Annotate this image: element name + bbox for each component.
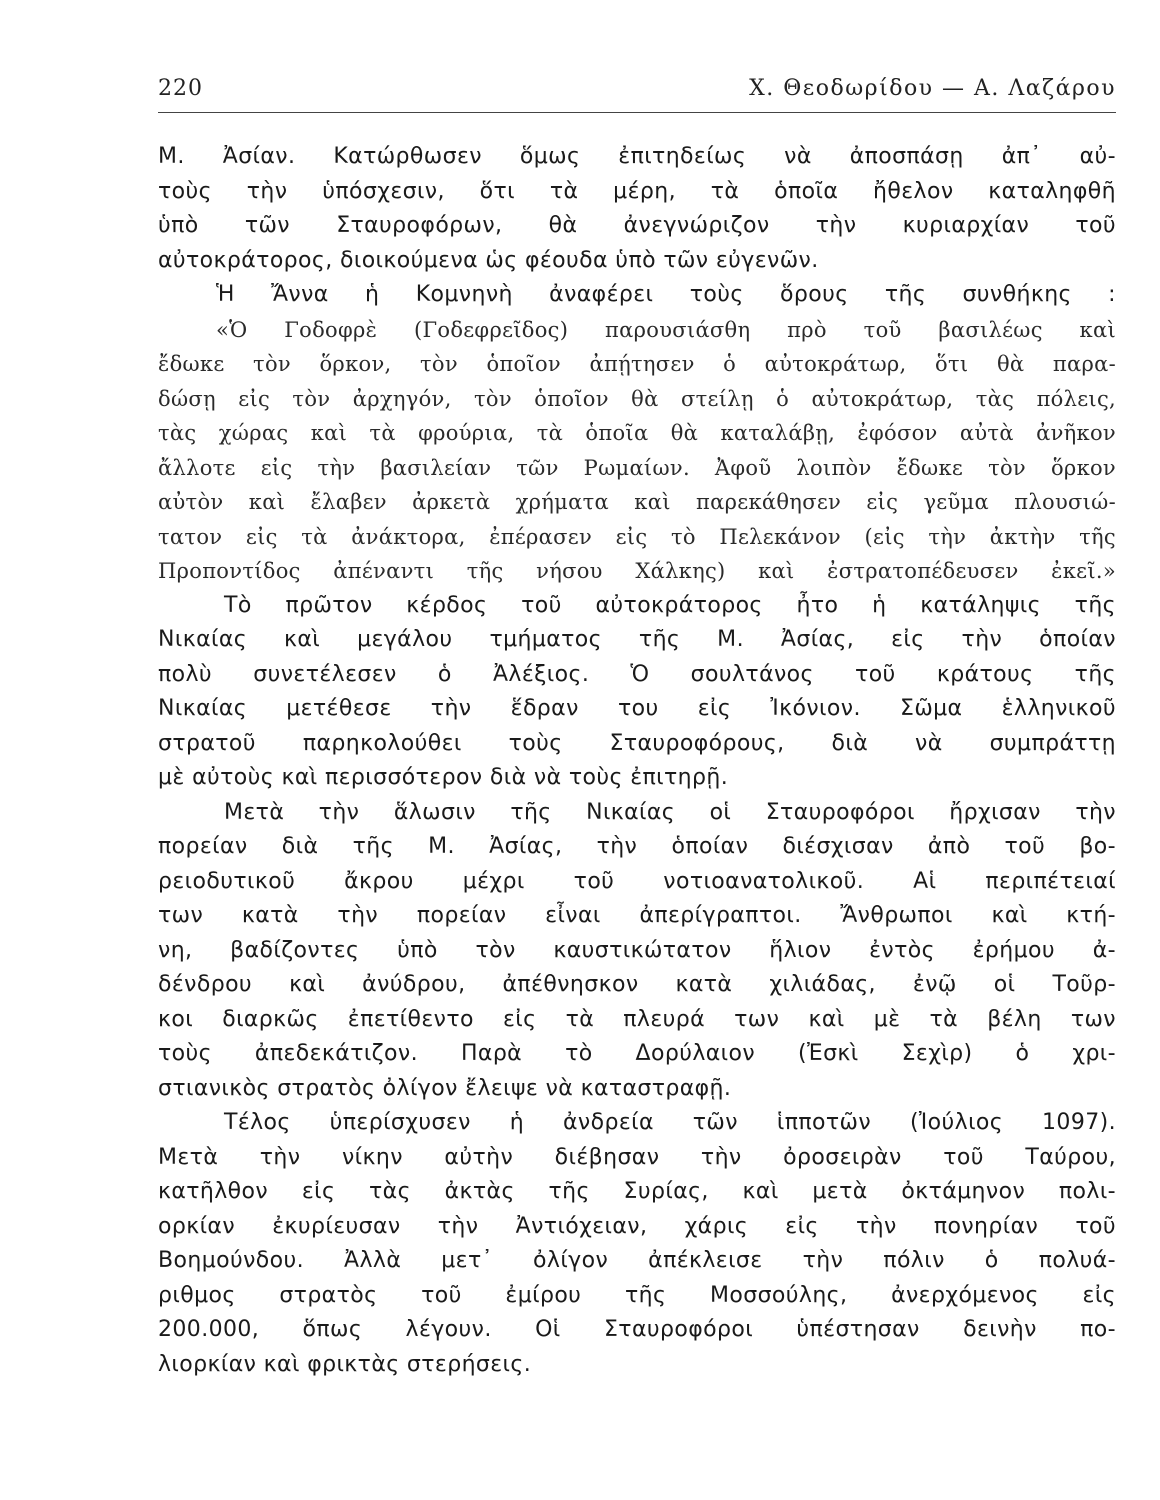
text-line: ριθμος στρατὸς τοῦ ἐμίρου τῆς Μοσσούλης, ἀνερχόμενος εἰς — [158, 1282, 1116, 1308]
text-line: τοὺς ἀπεδεκάτιζον. Παρὰ τὸ Δορύλαιον (Ἐσκὶ Σεχὶρ) ὁ χρι- — [158, 1041, 1116, 1066]
text-line: κοι διαρκῶς ἐπετίθεντο εἰς τὰ πλευρά των καὶ μὲ τὰ βέλη των — [158, 1006, 1116, 1032]
header-rule — [158, 112, 1116, 113]
text-line: των κατὰ τὴν πορείαν εἶναι ἀπερίγραπτοι. Ἄνθρωποι καὶ κτή- — [158, 903, 1116, 928]
text-line: μὲ αὐτοὺς καὶ περισσότερον διὰ νὰ τοὺς ἐπιτηρῇ. — [158, 765, 729, 790]
text-line: Μ. Ἀσίαν. Κατώρθωσεν ὅμως ἐπιτηδείως νὰ ἀποσπάσῃ ἀπ᾿ αὐ- — [158, 144, 1116, 169]
quote-line: αὐτὸν καὶ ἔλαβεν ἀρκετὰ χρήματα καὶ παρεκάθησεν εἰς γεῦμα πλουσιώ- — [158, 490, 1116, 514]
text-line: στρατοῦ παρηκολούθει τοὺς Σταυροφόρους, διὰ νὰ συμπράττῃ — [158, 730, 1116, 756]
text-line: Βοημούνδου. Ἀλλὰ μετ᾿ ὀλίγον ἀπέκλεισε τὴν πόλιν ὁ πολυά- — [158, 1248, 1116, 1273]
text-line: πορείαν διὰ τῆς Μ. Ἀσίας, τὴν ὁποίαν διέσχισαν ἀπὸ τοῦ βο- — [158, 834, 1116, 859]
header-authors: Χ. Θεοδωρίδου — Α. Λαζάρου — [749, 76, 1116, 101]
text-line: Νικαίας μετέθεσε τὴν ἕδραν του εἰς Ἰκόνιον. Σῶμα ἑλληνικοῦ — [158, 696, 1116, 721]
page-number: 220 — [158, 76, 203, 101]
text-line: πολὺ συνετέλεσεν ὁ Ἀλέξιος. Ὁ σουλτάνος τοῦ κράτους τῆς — [158, 661, 1116, 687]
text-line: Ἡ Ἄννα ἡ Κομνηνὴ ἀναφέρει τοὺς ὅρους τῆς συνθήκης : — [216, 282, 1116, 307]
text-line: αὐτοκράτορος, διοικούμενα ὡς φέουδα ὑπὸ τῶν εὐγενῶν. — [158, 247, 819, 273]
text-line: Νικαίας καὶ μεγάλου τμήματος τῆς Μ. Ἀσίας, εἰς τὴν ὁποίαν — [158, 627, 1116, 652]
text-line: ὑπὸ τῶν Σταυροφόρων, θὰ ἀνεγνώριζον τὴν κυριαρχίαν τοῦ — [158, 213, 1116, 238]
text-line: Μετὰ τὴν νίκην αὐτὴν διέβησαν τὴν ὀροσειρὰν τοῦ Ταύρου, — [158, 1144, 1116, 1170]
quote-line: Προποντίδος ἀπέναντι τῆς νήσου Χάλκης) καὶ ἐστρατοπέδευσεν ἐκεῖ.» — [158, 559, 1116, 583]
text-line: Τέλος ὑπερίσχυσεν ἡ ἀνδρεία τῶν ἱπποτῶν (Ἰούλιος 1097). — [224, 1110, 1116, 1135]
text-line: νη, βαδίζοντες ὑπὸ τὸν καυστικώτατον ἥλιον ἐντὸς ἐρήμου ἀ- — [158, 937, 1116, 963]
text-line: δένδρου καὶ ἀνύδρου, ἀπέθνησκον κατὰ χιλιάδας, ἐνῷ οἱ Τοῦρ- — [158, 972, 1116, 997]
quote-line: τὰς χώρας καὶ τὰ φρούρια, τὰ ὁποῖα θὰ καταλάβῃ, ἐφόσον αὐτὰ ἀνῆκον — [158, 421, 1116, 445]
quote-line: ἔδωκε τὸν ὅρκον, τὸν ὁποῖον ἀπῄτησεν ὁ αὐτοκράτωρ, ὅτι θὰ παρα- — [158, 352, 1116, 376]
quote-line: «Ὁ Γοδοφρὲ (Γοδεφρεῖδος) παρουσιάσθη πρὸ τοῦ βασιλέως καὶ — [216, 317, 1116, 342]
text-line: Τὸ πρῶτον κέρδος τοῦ αὐτοκράτορος ἦτο ἡ κατάληψις τῆς — [224, 592, 1116, 618]
quote-line: τατον εἰς τὰ ἀνάκτορα, ἐπέρασεν εἰς τὸ Πελεκάνον (εἰς τὴν ἀκτὴν τῆς — [158, 524, 1116, 549]
body-text — [158, 140, 1116, 1382]
text-line: τοὺς τὴν ὑπόσχεσιν, ὅτι τὰ μέρη, τὰ ὁποῖα ἤθελον καταληφθῆ — [158, 178, 1116, 204]
text-line: λιορκίαν καὶ φρικτὰς στερήσεις. — [158, 1351, 532, 1377]
text-line: ρειοδυτικοῦ ἄκρου μέχρι τοῦ νοτιοανατολικοῦ. Αἱ περιπέτειαί — [158, 868, 1116, 894]
running-header — [158, 70, 1116, 114]
text-line: στιανικὸς στρατὸς ὀλίγον ἔλειψε νὰ καταστραφῇ. — [158, 1075, 732, 1101]
text-line: κατῆλθον εἰς τὰς ἀκτὰς τῆς Συρίας, καὶ μετὰ ὀκτάμηνον πολι- — [158, 1179, 1116, 1204]
text-line: ορκίαν ἐκυρίευσαν τὴν Ἀντιόχειαν, χάρις εἰς τὴν πονηρίαν τοῦ — [158, 1213, 1116, 1239]
quote-line: δώσῃ εἰς τὸν ἀρχηγόν, τὸν ὁποῖον θὰ στείλῃ ὁ αὐτοκράτωρ, τὰς πόλεις, — [158, 386, 1116, 411]
quote-line: ἄλλοτε εἰς τὴν βασιλείαν τῶν Ρωμαίων. Ἀφοῦ λοιπὸν ἔδωκε τὸν ὅρκον — [158, 455, 1116, 480]
text-line: 200.000, ὅπως λέγουν. Οἱ Σταυροφόροι ὑπέστησαν δεινὴν πο- — [158, 1317, 1116, 1342]
text-line: Μετὰ τὴν ἅλωσιν τῆς Νικαίας οἱ Σταυροφόροι ἤρχισαν τὴν — [224, 799, 1116, 825]
